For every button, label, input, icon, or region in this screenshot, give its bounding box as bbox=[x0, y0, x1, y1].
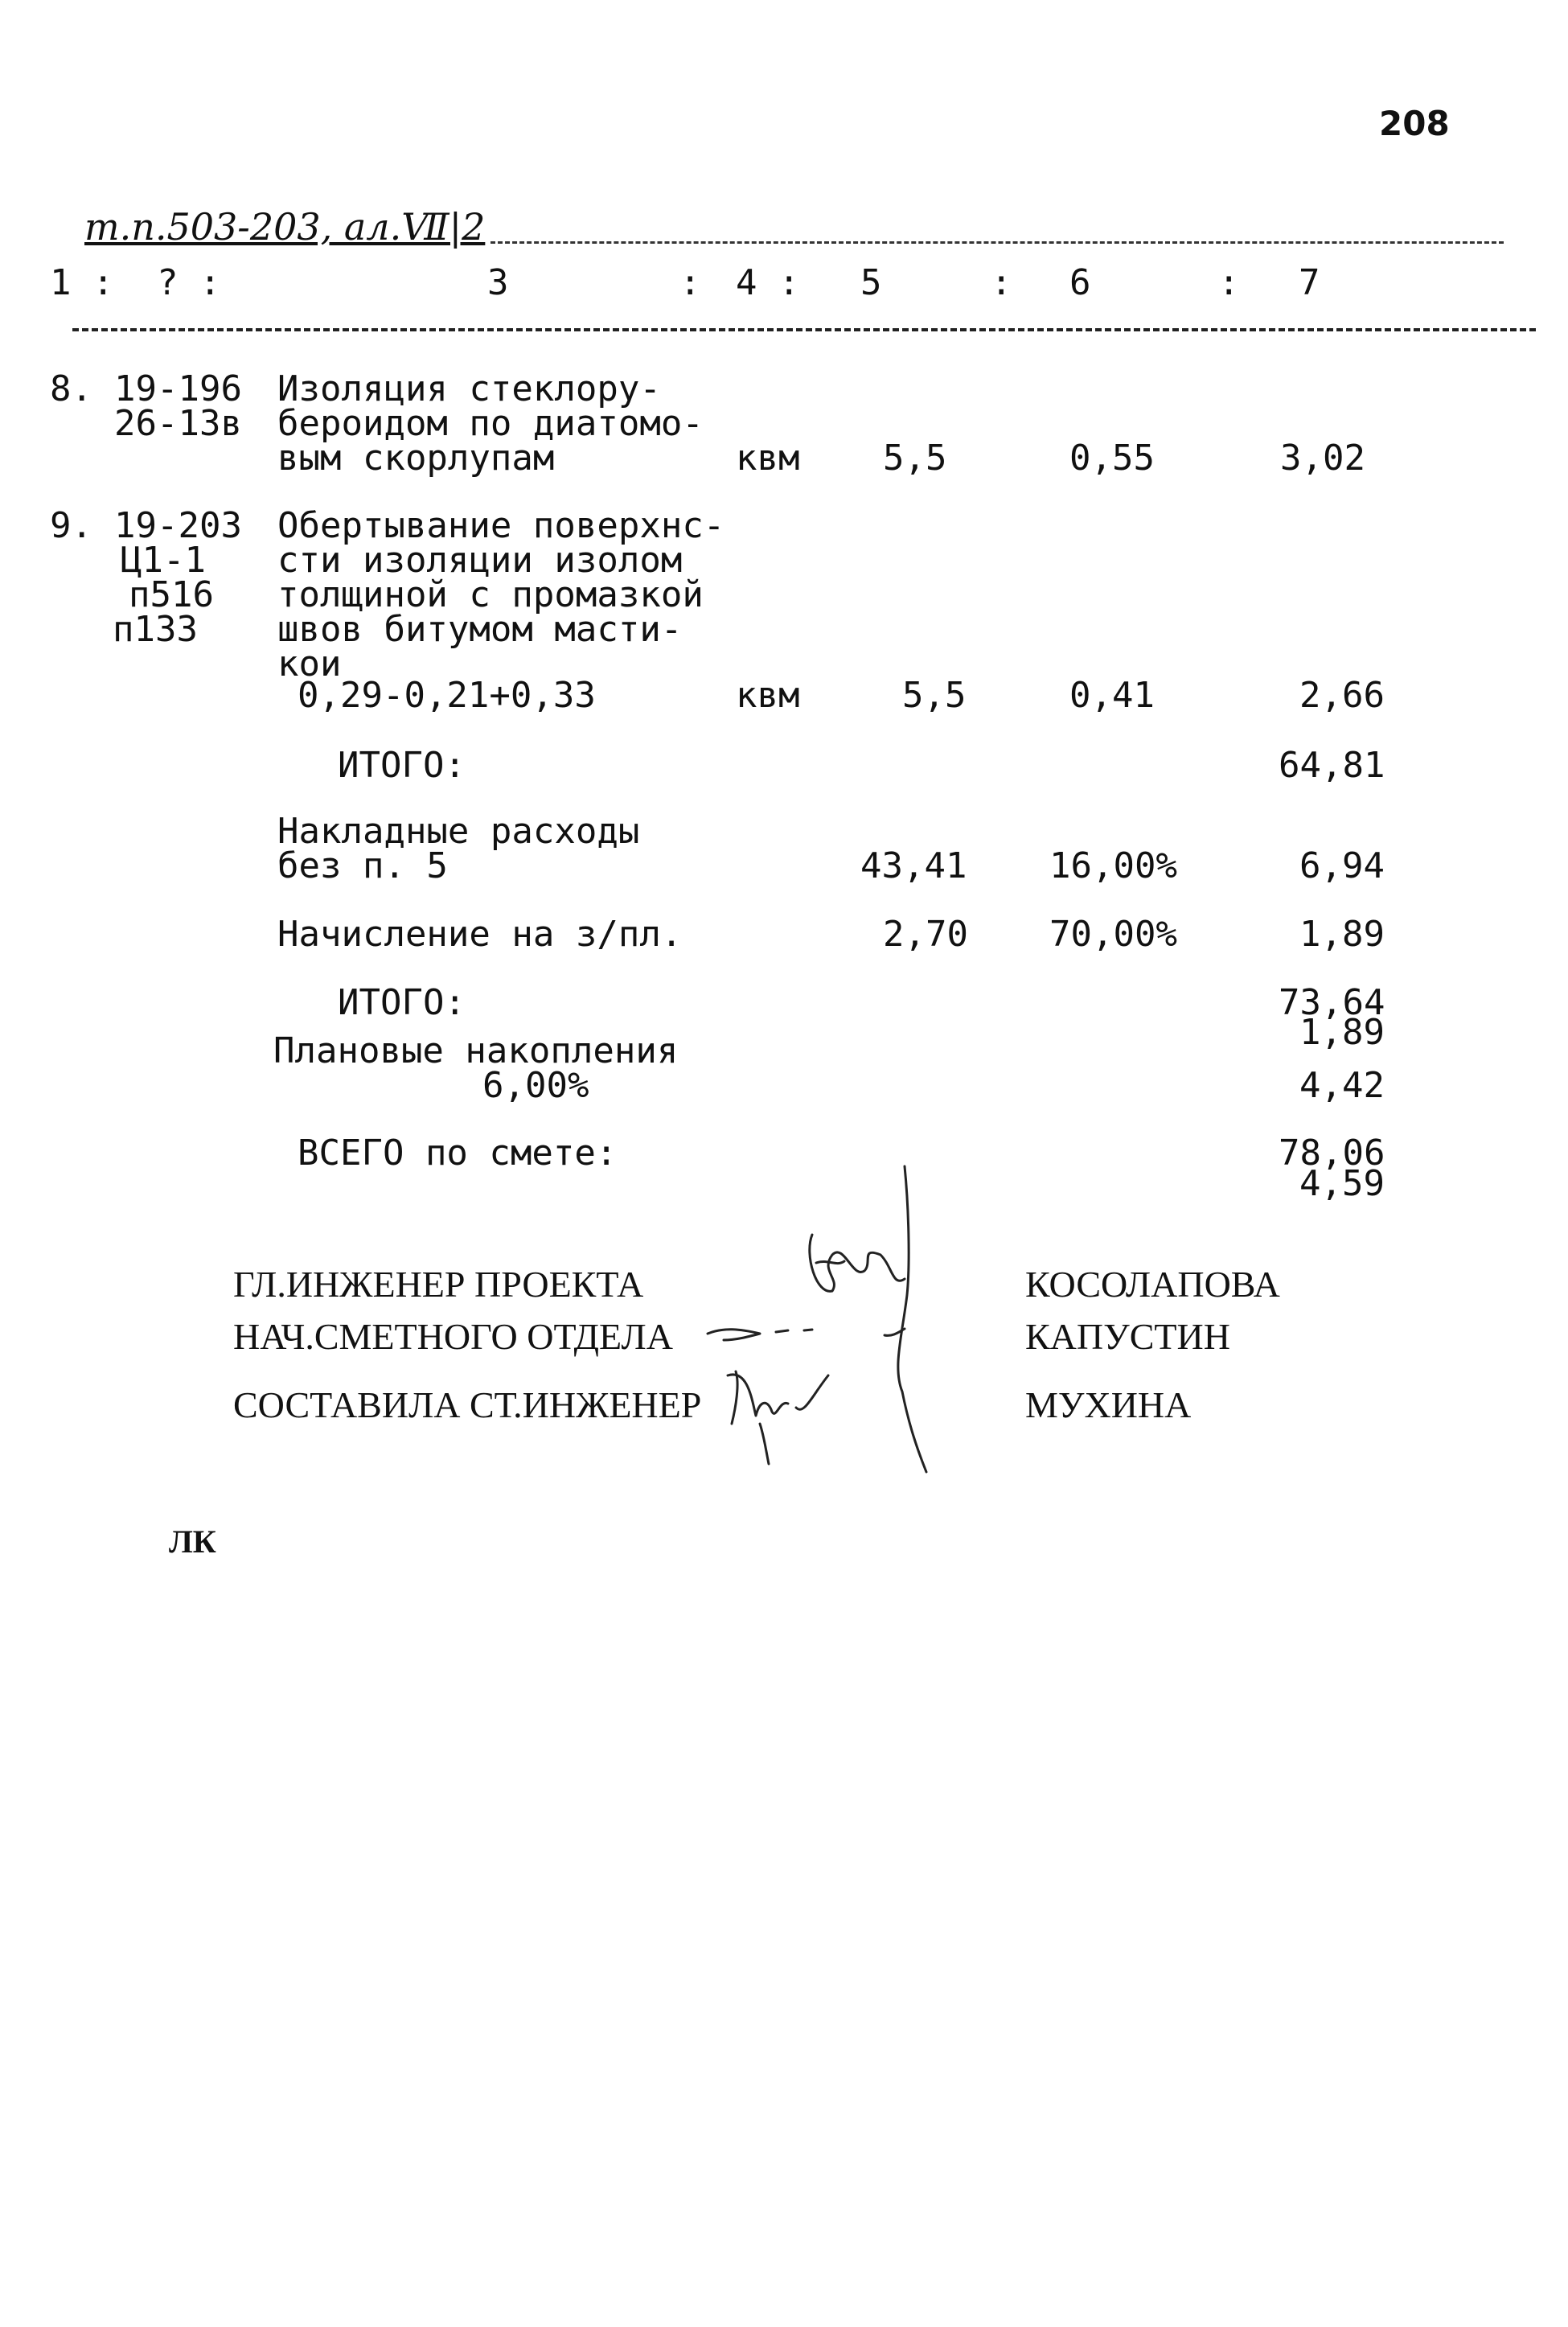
header-col-5: 5 bbox=[860, 262, 882, 303]
row-description: кои bbox=[277, 643, 342, 685]
row-number: 8. bbox=[50, 368, 92, 409]
row-description: Изоляция стеклору- bbox=[277, 368, 661, 409]
row-code: п133 bbox=[113, 609, 198, 650]
row-unit: квм bbox=[736, 438, 800, 479]
itogo-value: 64,81 bbox=[1279, 745, 1385, 786]
header-sep-6: : bbox=[1218, 262, 1240, 303]
overhead-label: Накладные расходы bbox=[277, 811, 640, 852]
row-description: Обертывание поверхнс- bbox=[277, 505, 725, 546]
itogo-label: ИТОГО: bbox=[338, 745, 466, 786]
grand-total-subvalue: 4,59 bbox=[1299, 1163, 1385, 1204]
document-reference: т.п.503-203, ал.Ⅶ|2 bbox=[84, 205, 486, 249]
itogo-subvalue: 1,89 bbox=[1299, 1012, 1385, 1053]
header-top-rule bbox=[491, 241, 1504, 244]
row-quantity: 5,5 bbox=[902, 675, 967, 716]
itogo-value: 73,64 bbox=[1279, 982, 1385, 1023]
planned-percent: 6,00% bbox=[482, 1065, 589, 1106]
row-formula: 0,29-0,21+0,33 bbox=[298, 675, 596, 716]
row-code: Ц1-1 bbox=[121, 540, 206, 581]
grand-total-value: 78,06 bbox=[1279, 1133, 1385, 1174]
header-bottom-rule bbox=[72, 328, 1536, 331]
signature-name: МУХИНА bbox=[1025, 1384, 1192, 1425]
accrual-value: 1,89 bbox=[1299, 914, 1385, 955]
row-number: 9. bbox=[50, 505, 92, 546]
row-quantity: 5,5 bbox=[883, 438, 947, 479]
overhead-base: 43,41 bbox=[860, 845, 967, 886]
itogo-label: ИТОГО: bbox=[338, 982, 466, 1023]
accrual-percent: 70,00% bbox=[1049, 914, 1177, 955]
row-code: п516 bbox=[129, 574, 214, 615]
header-col-6: 6 bbox=[1069, 262, 1091, 303]
row-unit-price: 0,41 bbox=[1069, 675, 1155, 716]
footer-mark: ЛК bbox=[169, 1523, 216, 1560]
row-unit: квм bbox=[736, 675, 800, 716]
accrual-label: Начисление на з/пл. bbox=[277, 914, 683, 955]
header-col-2: ? : bbox=[157, 262, 221, 303]
signature-name: КАПУСТИН bbox=[1025, 1316, 1230, 1357]
planned-value: 4,42 bbox=[1299, 1065, 1385, 1106]
planned-label: Плановые накопления bbox=[273, 1030, 679, 1071]
overhead-percent: 16,00% bbox=[1049, 845, 1177, 886]
accrual-base: 2,70 bbox=[883, 914, 968, 955]
row-code: 19-196 bbox=[114, 368, 242, 409]
page-number: 208 bbox=[1379, 104, 1450, 143]
signature-role: ГЛ.ИНЖЕНЕР ПРОЕКТА bbox=[233, 1264, 644, 1305]
row-description: швов битумом масти- bbox=[277, 609, 683, 650]
row-description: толщиной с промазкой bbox=[277, 574, 704, 615]
grand-total-label: ВСЕГО по смете: bbox=[298, 1133, 618, 1174]
overhead-value: 6,94 bbox=[1299, 845, 1385, 886]
row-description: бероидом по диатомо- bbox=[277, 403, 704, 444]
row-total: 3,02 bbox=[1280, 438, 1365, 479]
signature-role: СОСТАВИЛА СТ.ИНЖЕНЕР bbox=[233, 1384, 702, 1425]
row-description: вым скорлупам bbox=[277, 438, 555, 479]
header-col-1: 1 : bbox=[50, 262, 114, 303]
header-col-7: 7 bbox=[1299, 262, 1320, 303]
header-col-4: 4 : bbox=[736, 262, 800, 303]
signature-name: КОСОЛАПОВА bbox=[1025, 1264, 1280, 1305]
row-unit-price: 0,55 bbox=[1069, 438, 1155, 479]
handwritten-signatures bbox=[692, 1158, 957, 1480]
row-description: сти изоляции изолом bbox=[277, 540, 683, 581]
header-sep-3: : bbox=[679, 262, 701, 303]
header-sep-5: : bbox=[991, 262, 1012, 303]
row-code: 19-203 bbox=[114, 505, 242, 546]
row-total: 2,66 bbox=[1299, 675, 1385, 716]
overhead-label: без п. 5 bbox=[277, 845, 448, 886]
row-code: 26-13в bbox=[114, 403, 242, 444]
signature-role: НАЧ.СМЕТНОГО ОТДЕЛА bbox=[233, 1316, 673, 1357]
header-col-3: 3 bbox=[487, 262, 509, 303]
